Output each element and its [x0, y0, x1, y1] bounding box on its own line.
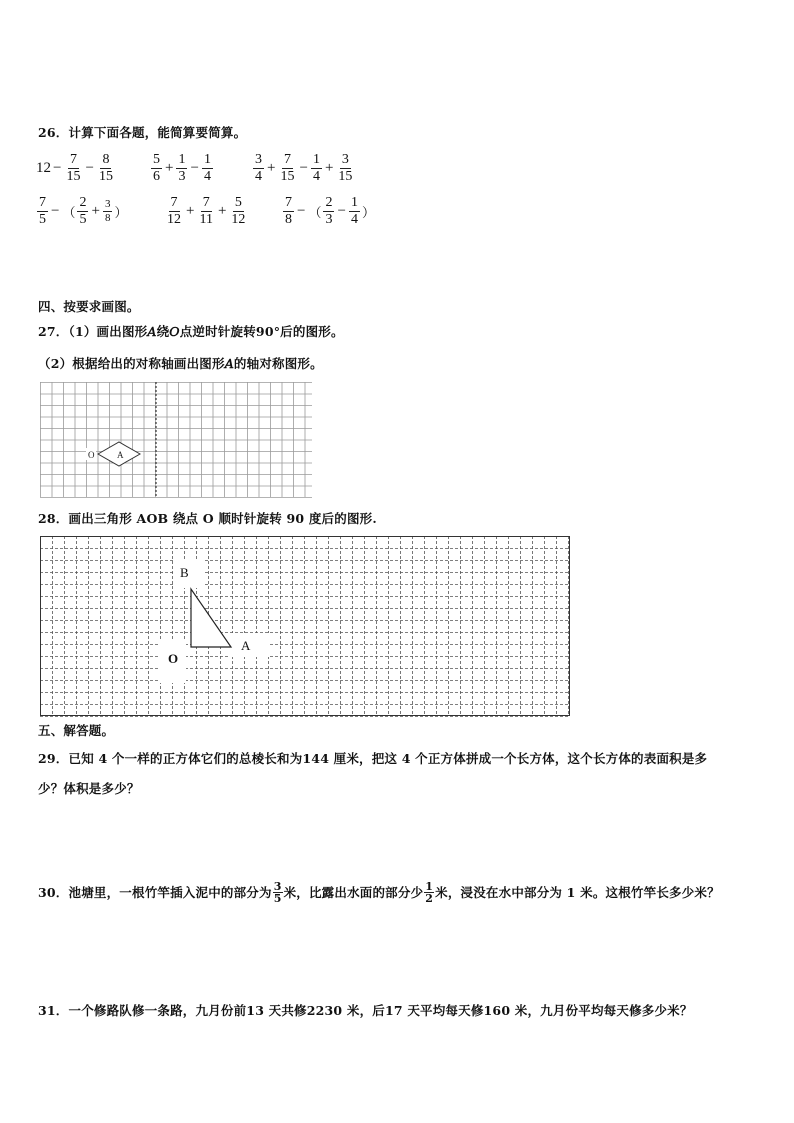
fraction: $\frac{1}{4}$ [203, 151, 211, 184]
q26-expr-6 [282, 194, 376, 228]
operator: + [217, 202, 227, 219]
operator: − [53, 159, 62, 176]
q28-line: 28．画出三角形 AOB 绕点 O 顺时针旋转 90 度后的图形. [38, 511, 377, 526]
q26-expr-1 [36, 151, 116, 185]
operator: + [165, 159, 174, 176]
fraction: $\frac{2}{5}$ [79, 194, 87, 227]
operator: − [190, 159, 199, 176]
operator: + [186, 202, 195, 219]
q26-expr-4 [36, 194, 128, 228]
operator: + [91, 202, 100, 219]
fraction: $\frac{7}{8}$ [285, 194, 292, 227]
q28-grid-figure [40, 536, 571, 717]
q29-line-2: 少？体积是多少？ [38, 781, 140, 796]
right-paren: ） [361, 204, 375, 220]
q30-text-3: 米，浸没在水中部分为 1 米。这根竹竿长多少米？ [435, 885, 720, 900]
fraction: $\frac{7}{12}$ [167, 194, 181, 227]
section-4-heading: 四、按要求画图。 [38, 299, 140, 314]
fraction: 1 2 [425, 880, 434, 905]
q26-title: 26．计算下面各题，能简算要简算。 [38, 125, 247, 140]
fraction: $\frac{5}{12}$ [231, 194, 246, 227]
operator: + [267, 159, 276, 176]
point-o-label: O [168, 651, 179, 666]
fraction: 3 5 [273, 880, 282, 905]
fraction: $\frac{7}{5}$ [39, 194, 46, 227]
q30-text-2: 米，比露出水面的部分少 [283, 885, 424, 900]
q28-frame [41, 537, 570, 716]
section-5-heading: 五、解答题。 [38, 723, 115, 738]
fraction: $\frac{1}{4}$ [312, 151, 320, 184]
operator: − [299, 159, 308, 176]
q29-line-1: 29．已知 4 个一样的正方体它们的总棱长和为144 厘米，把这 4 个正方体拼成一个长方体，这个长方体的表面积是多 [38, 751, 708, 766]
point-b-label: B [180, 565, 189, 580]
q26-expr-3 [252, 151, 355, 185]
fraction: $\frac{7}{11}$ [199, 194, 213, 227]
q28-grid [40, 536, 570, 717]
whole-number: 12 [36, 159, 51, 176]
operator: − [337, 202, 346, 219]
left-paren: （ [308, 204, 322, 220]
fraction: $\frac{3}{15}$ [338, 151, 353, 184]
q30-text-1: 30．池塘里，一根竹竿插入泥中的部分为 [38, 885, 272, 900]
fraction: $\frac{5}{6}$ [153, 151, 160, 184]
label-b-bg [174, 560, 204, 588]
triangle-aob [191, 589, 231, 647]
q26-expr-5 [164, 194, 248, 228]
fraction: $\frac{3}{4}$ [255, 151, 262, 184]
right-paren: ） [114, 204, 128, 220]
point-a-label: A [241, 638, 251, 653]
fraction: $\frac{1}{4}$ [350, 194, 358, 227]
fraction: $\frac{2}{3}$ [325, 194, 333, 227]
fraction: $\frac{1}{3}$ [178, 151, 186, 184]
fraction: $\frac{7}{15}$ [280, 151, 295, 184]
q27-grid-figure [40, 382, 314, 499]
q26-expr-2 [150, 151, 214, 185]
q27-line-2: （2）根据给出的对称轴画出图形𝐴的轴对称图形。 [38, 356, 323, 371]
operator: − [51, 202, 60, 219]
operator: − [297, 202, 306, 219]
fraction: $\frac{7}{15}$ [66, 151, 81, 184]
q30-line [38, 881, 720, 904]
point-o-label: O [88, 450, 95, 460]
fraction: $\frac{8}{15}$ [98, 151, 113, 184]
shape-a-label: A [117, 450, 124, 460]
q31-line: 31．一个修路队修一条路，九月份前13 天共修2230 米，后17 天平均每天修160 米，九月份平均每天修多少米？ [38, 1003, 693, 1018]
left-paren: （ [62, 204, 76, 220]
fraction: $\frac{3}{8}$ [104, 197, 111, 224]
q27-grid [40, 382, 312, 498]
operator: − [85, 159, 94, 176]
q27-line-1: 27．（1）画出图形𝐴绕𝑂点逆时针旋转90°后的图形。 [38, 324, 344, 339]
operator: + [324, 159, 334, 176]
